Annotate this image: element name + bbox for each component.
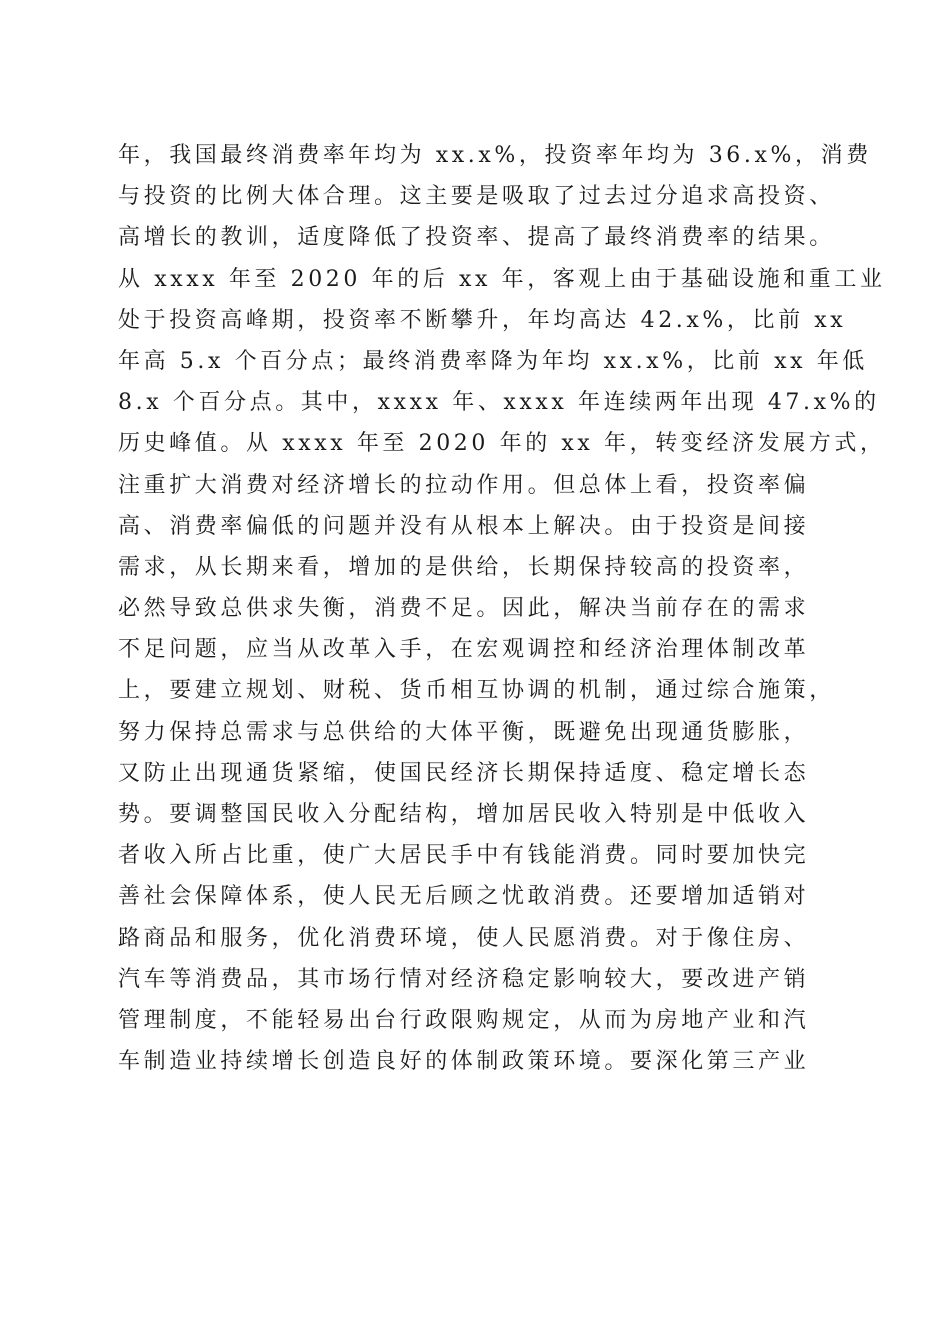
text-line: 不足问题，应当从改革入手，在宏观调控和经济治理体制改革 xyxy=(118,637,810,663)
text-line: 又防止出现通货紧缩，使国民经济长期保持适度、稳定增长态 xyxy=(118,760,810,786)
text-line: 管理制度，不能轻易出台行政限购规定，从而为房地产业和汽 xyxy=(118,1007,810,1033)
text-line: 努力保持总需求与总供给的大体平衡，既避免出现通货膨胀， xyxy=(118,719,810,745)
body-paragraph xyxy=(118,135,886,1082)
text-line: 高、消费率偏低的问题并没有从根本上解决。由于投资是间接 xyxy=(118,513,810,539)
text-line: 善社会保障体系，使人民无后顾之忧敢消费。还要增加适销对 xyxy=(118,884,810,910)
text-line: 注重扩大消费对经济增长的拉动作用。但总体上看，投资率偏 xyxy=(118,472,810,498)
text-line: 必然导致总供求失衡，消费不足。因此，解决当前存在的需求 xyxy=(118,596,810,622)
text-line: 汽车等消费品，其市场行情对经济稳定影响较大，要改进产销 xyxy=(118,966,810,992)
text-line: 年，我国最终消费率年均为 xx.x%，投资率年均为 36.x%，消费 xyxy=(118,143,872,168)
text-line: 与投资的比例大体合理。这主要是吸取了过去过分追求高投资、 xyxy=(118,184,835,210)
text-line: 高增长的教训，适度降低了投资率、提高了最终消费率的结果。 xyxy=(118,225,835,251)
text-line: 从 xxxx 年至 2020 年的后 xx 年，客观上由于基础设施和重工业 xyxy=(118,266,886,292)
text-line: 需求，从长期来看，增加的是供给，长期保持较高的投资率， xyxy=(118,554,810,580)
text-line: 者收入所占比重，使广大居民手中有钱能消费。同时要加快完 xyxy=(118,843,810,869)
text-line: 历史峰值。从 xxxx 年至 2020 年的 xx 年，转变经济发展方式， xyxy=(118,431,886,457)
text-line: 8.x 个百分点。其中，xxxx 年、xxxx 年连续两年出现 47.x%的 xyxy=(118,390,880,416)
text-line: 车制造业持续增长创造良好的体制政策环境。要深化第三产业 xyxy=(118,1049,810,1075)
text-line: 势。要调整国民收入分配结构，增加居民收入特别是中低收入 xyxy=(118,802,810,827)
text-line: 年高 5.x 个百分点；最终消费率降为年均 xx.x%，比前 xx 年低 xyxy=(118,348,868,374)
text-line: 上，要建立规划、财税、货币相互协调的机制，通过综合施策， xyxy=(118,678,835,704)
text-line: 路商品和服务，优化消费环境，使人民愿消费。对于像住房、 xyxy=(118,925,810,951)
text-line: 处于投资高峰期，投资率不断攀升，年均高达 42.x%，比前 xx xyxy=(118,307,847,333)
